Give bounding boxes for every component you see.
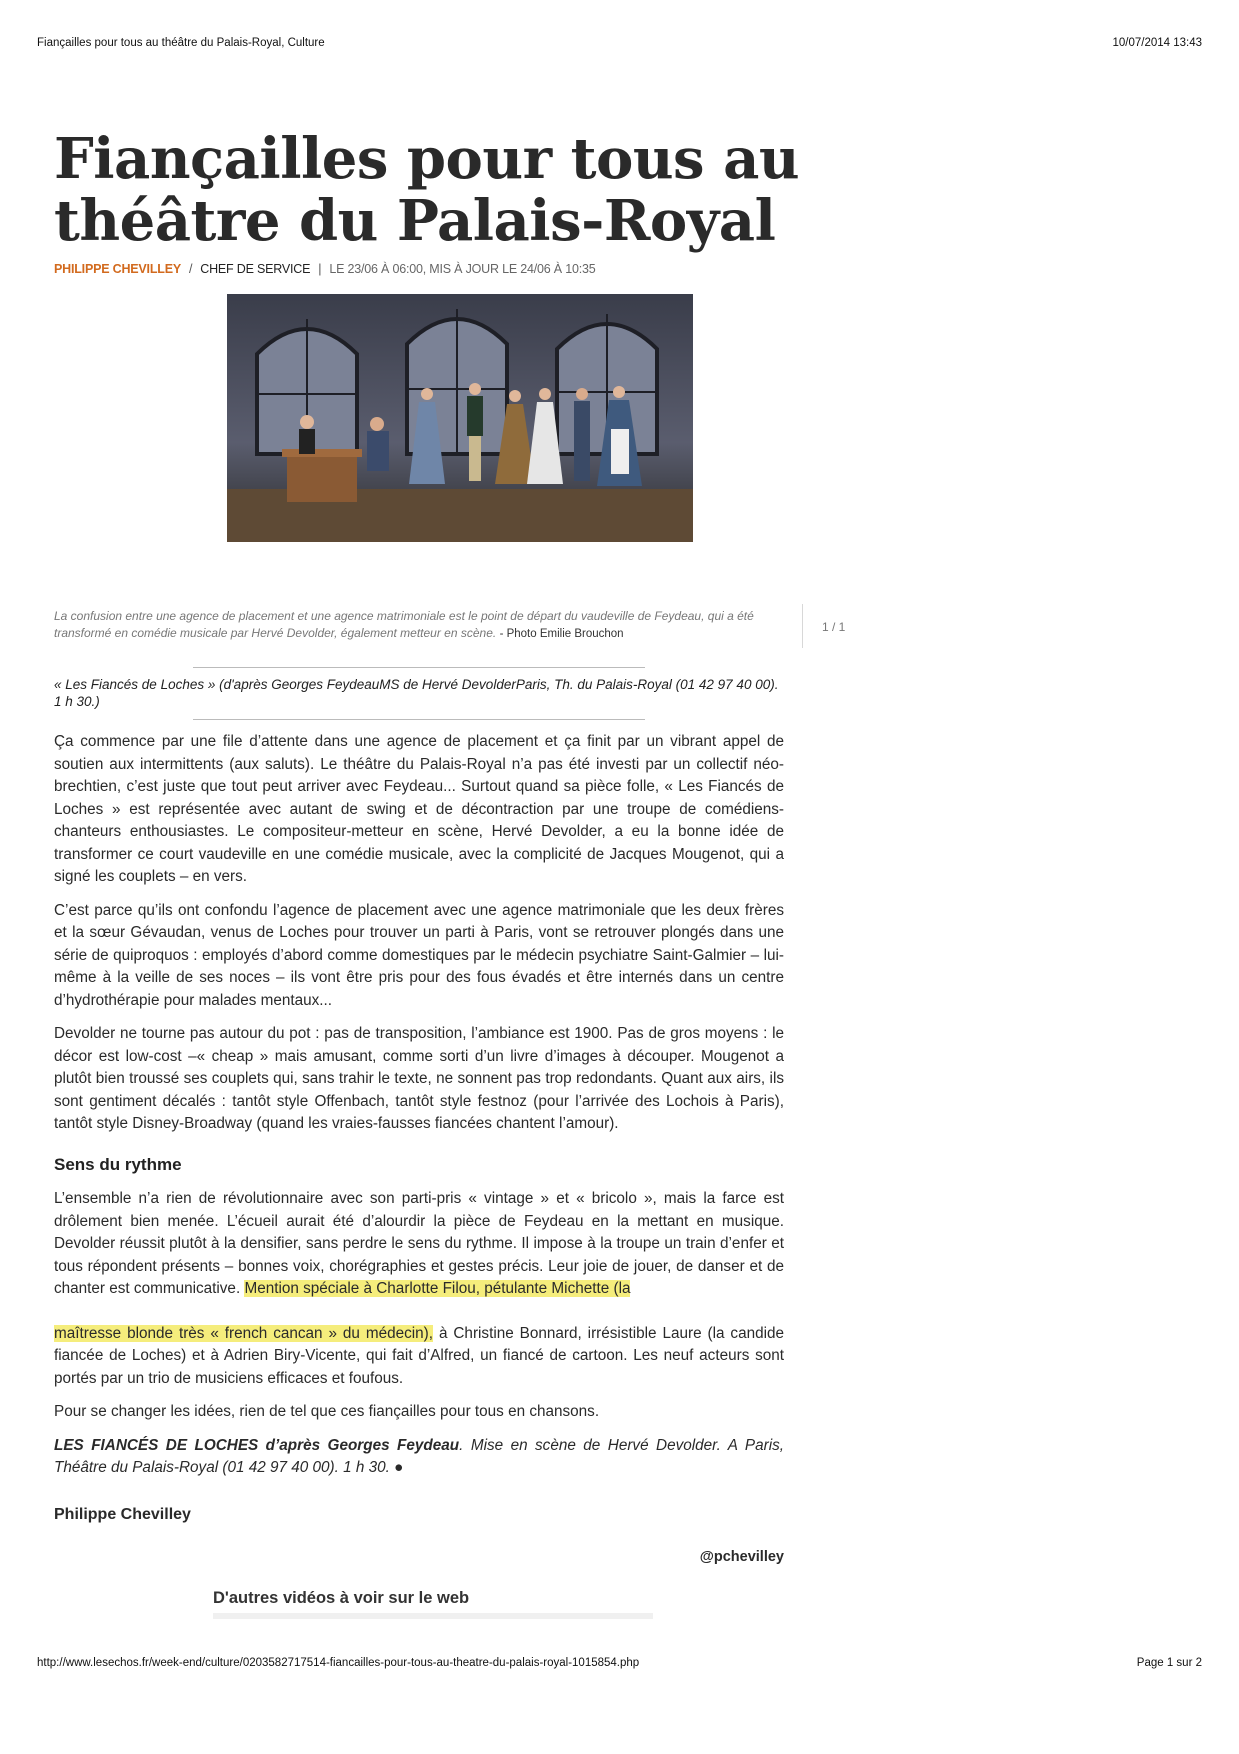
paragraph: Devolder ne tourne pas autour du pot : pas de transposition, l’ambiance est 1900. Pas de gros moyens : le décor est low-cost –« cheap » mais amusant, comme sorti d’un livre d’images à découper. Mougenot a plutôt bien troussé ses couplets qui, sans trahir le texte, ne sonnent pas trop redondants. Quant aux airs, ils sont gentiment décalés : tantôt style Offenbach, tantôt style festnoz (pour l’arrivée des Lochois à Paris), tantôt style Disney-Broadway (quand les vraies-fausses fiancées chantent l’amour). [54,1025,784,1132]
paragraph: C’est parce qu’ils ont confondu l’agence de placement avec une agence matrimoniale que les deux frères et la sœur Gévaudan, venus de Loches pour trouver un parti à Paris, vont se retrouver plongés dans une série de quiproquos : employés d’abord comme domestiques par le médecin psychiatre Saint-Galmier – lui-même à la veille de ses noces – ils vont être pris pour des fous évadés et être internés dans un centre d’hydrothérapie pour malades mentaux... [54,901,784,1009]
photo-caption [54,608,796,643]
infobox-top-rule [193,667,645,668]
subheading: Sens du rythme [54,1154,182,1174]
highlighted-text: Mention spéciale à Charlotte Filou, pétulante Michette (la [244,1280,631,1297]
byline-separator: / [188,262,193,276]
highlighted-text: maîtresse blonde très « french cancan » du médecin), [54,1324,434,1342]
article-body [54,731,784,1580]
show-credits-title: LES FIANCÉS DE LOCHES d’après Georges Feydeau [54,1436,460,1454]
photo-credit: - Photo Emilie Brouchon [499,628,624,640]
author-link[interactable]: PHILIPPE CHEVILLEY [54,262,181,276]
article-title: Fiançailles pour tous au théâtre du Palais-Royal [54,126,800,254]
stage-photo-illustration [227,294,693,542]
print-header-datetime: 10/07/2014 13:43 [1112,37,1202,49]
byline-separator: | [318,262,322,276]
paragraph [54,1188,784,1390]
paragraph: Ça commence par une file d’attente dans une agence de placement et ça finit par un vibrant appel de soutien aux intermittents (aux saluts). Le théâtre du Palais-Royal n’a pas été investi par un collectif néo-brechtien, c’est juste que tout peut arriver avec Feydeau... Surtout quand sa pièce folle, « Les Fiancés de Loches » est représentée avec autant de swing et de décontraction par une troupe de comédiens-chanteurs enthousiastes. Le compositeur-metteur en scène, Hervé Devolder, a eu la bonne idée de transformer ce court vaudeville en une comédie musicale, avec la complicité de Jacques Mougenot, qui a signé les couplets – en vers. [54,733,784,885]
author-role: CHEF DE SERVICE [200,262,311,276]
byline [54,262,596,276]
paragraph-text: L’ensemble n’a rien de révolutionnaire avec son parti-pris « vintage » et « bricolo », mais la farce est drôlement bien menée. L’écueil aurait été d’alourdir la pièce de Feydeau en la mettant en musique. Devolder réussit plutôt à la densifier, sans perdre le sens du rythme. Il impose à la troupe un train d’enfer et tous répondent présents – bonnes voix, chorégraphies et gestes précis. Leur joie de jouer, de danser et de chanter est communicative. [54,1190,784,1297]
caption-text: La confusion entre une agence de placement et une agence matrimoniale est le point de départ du vaudeville de Feydeau, qui a été transformé en comédie musicale par Hervé Devolder, également metteur en scène. [54,609,754,640]
print-footer-url: http://www.lesechos.fr/week-end/culture/0203582717514-fiancailles-pour-tous-au-theatre-du-palais-royal-1015854.php [37,1657,640,1669]
more-videos-heading: D'autres vidéos à voir sur le web [213,1589,470,1607]
more-videos-bar [213,1613,653,1619]
paragraph-text: à Christine Bonnard, irrésistible Laure (la candide fiancée de Loches) et à Adrien Biry-Vicente, qui fait d’Alfred, un fiancé de cartoon. Les neuf acteurs sont portés par un trio de musiciens efficaces et foufous. [54,1324,785,1387]
twitter-handle-link[interactable]: @pchevilley [699,1549,784,1565]
article-photo[interactable] [227,294,693,542]
caption-divider [802,604,803,648]
gallery-pager[interactable]: 1 / 1 [822,620,846,634]
show-credits-details: . Mise en scène de Hervé Devolder. A Paris, Théâtre du Palais-Royal (01 42 97 40 00). 1 h 30. [54,1436,784,1476]
end-bullet: ● [394,1459,404,1476]
show-infobox: « Les Fiancés de Loches » (d'après Georges FeydeauMS de Hervé DevolderParis, Th. du Palais-Royal (01 42 97 40 00). 1 h 30.) [54,677,779,709]
page-gap [54,1301,784,1323]
print-header-title: Fiançailles pour tous au théâtre du Palais-Royal, Culture [37,37,325,49]
infobox-bottom-rule [193,719,645,720]
show-credits [54,1435,784,1480]
author-signature: Philippe Chevilley [54,1505,191,1523]
print-footer-page: Page 1 sur 2 [1136,1657,1202,1669]
paragraph: Pour se changer les idées, rien de tel que ces fiançailles pour tous en chansons. [54,1403,600,1420]
publish-date: LE 23/06 À 06:00, MIS À JOUR LE 24/06 À 10:35 [329,262,596,276]
